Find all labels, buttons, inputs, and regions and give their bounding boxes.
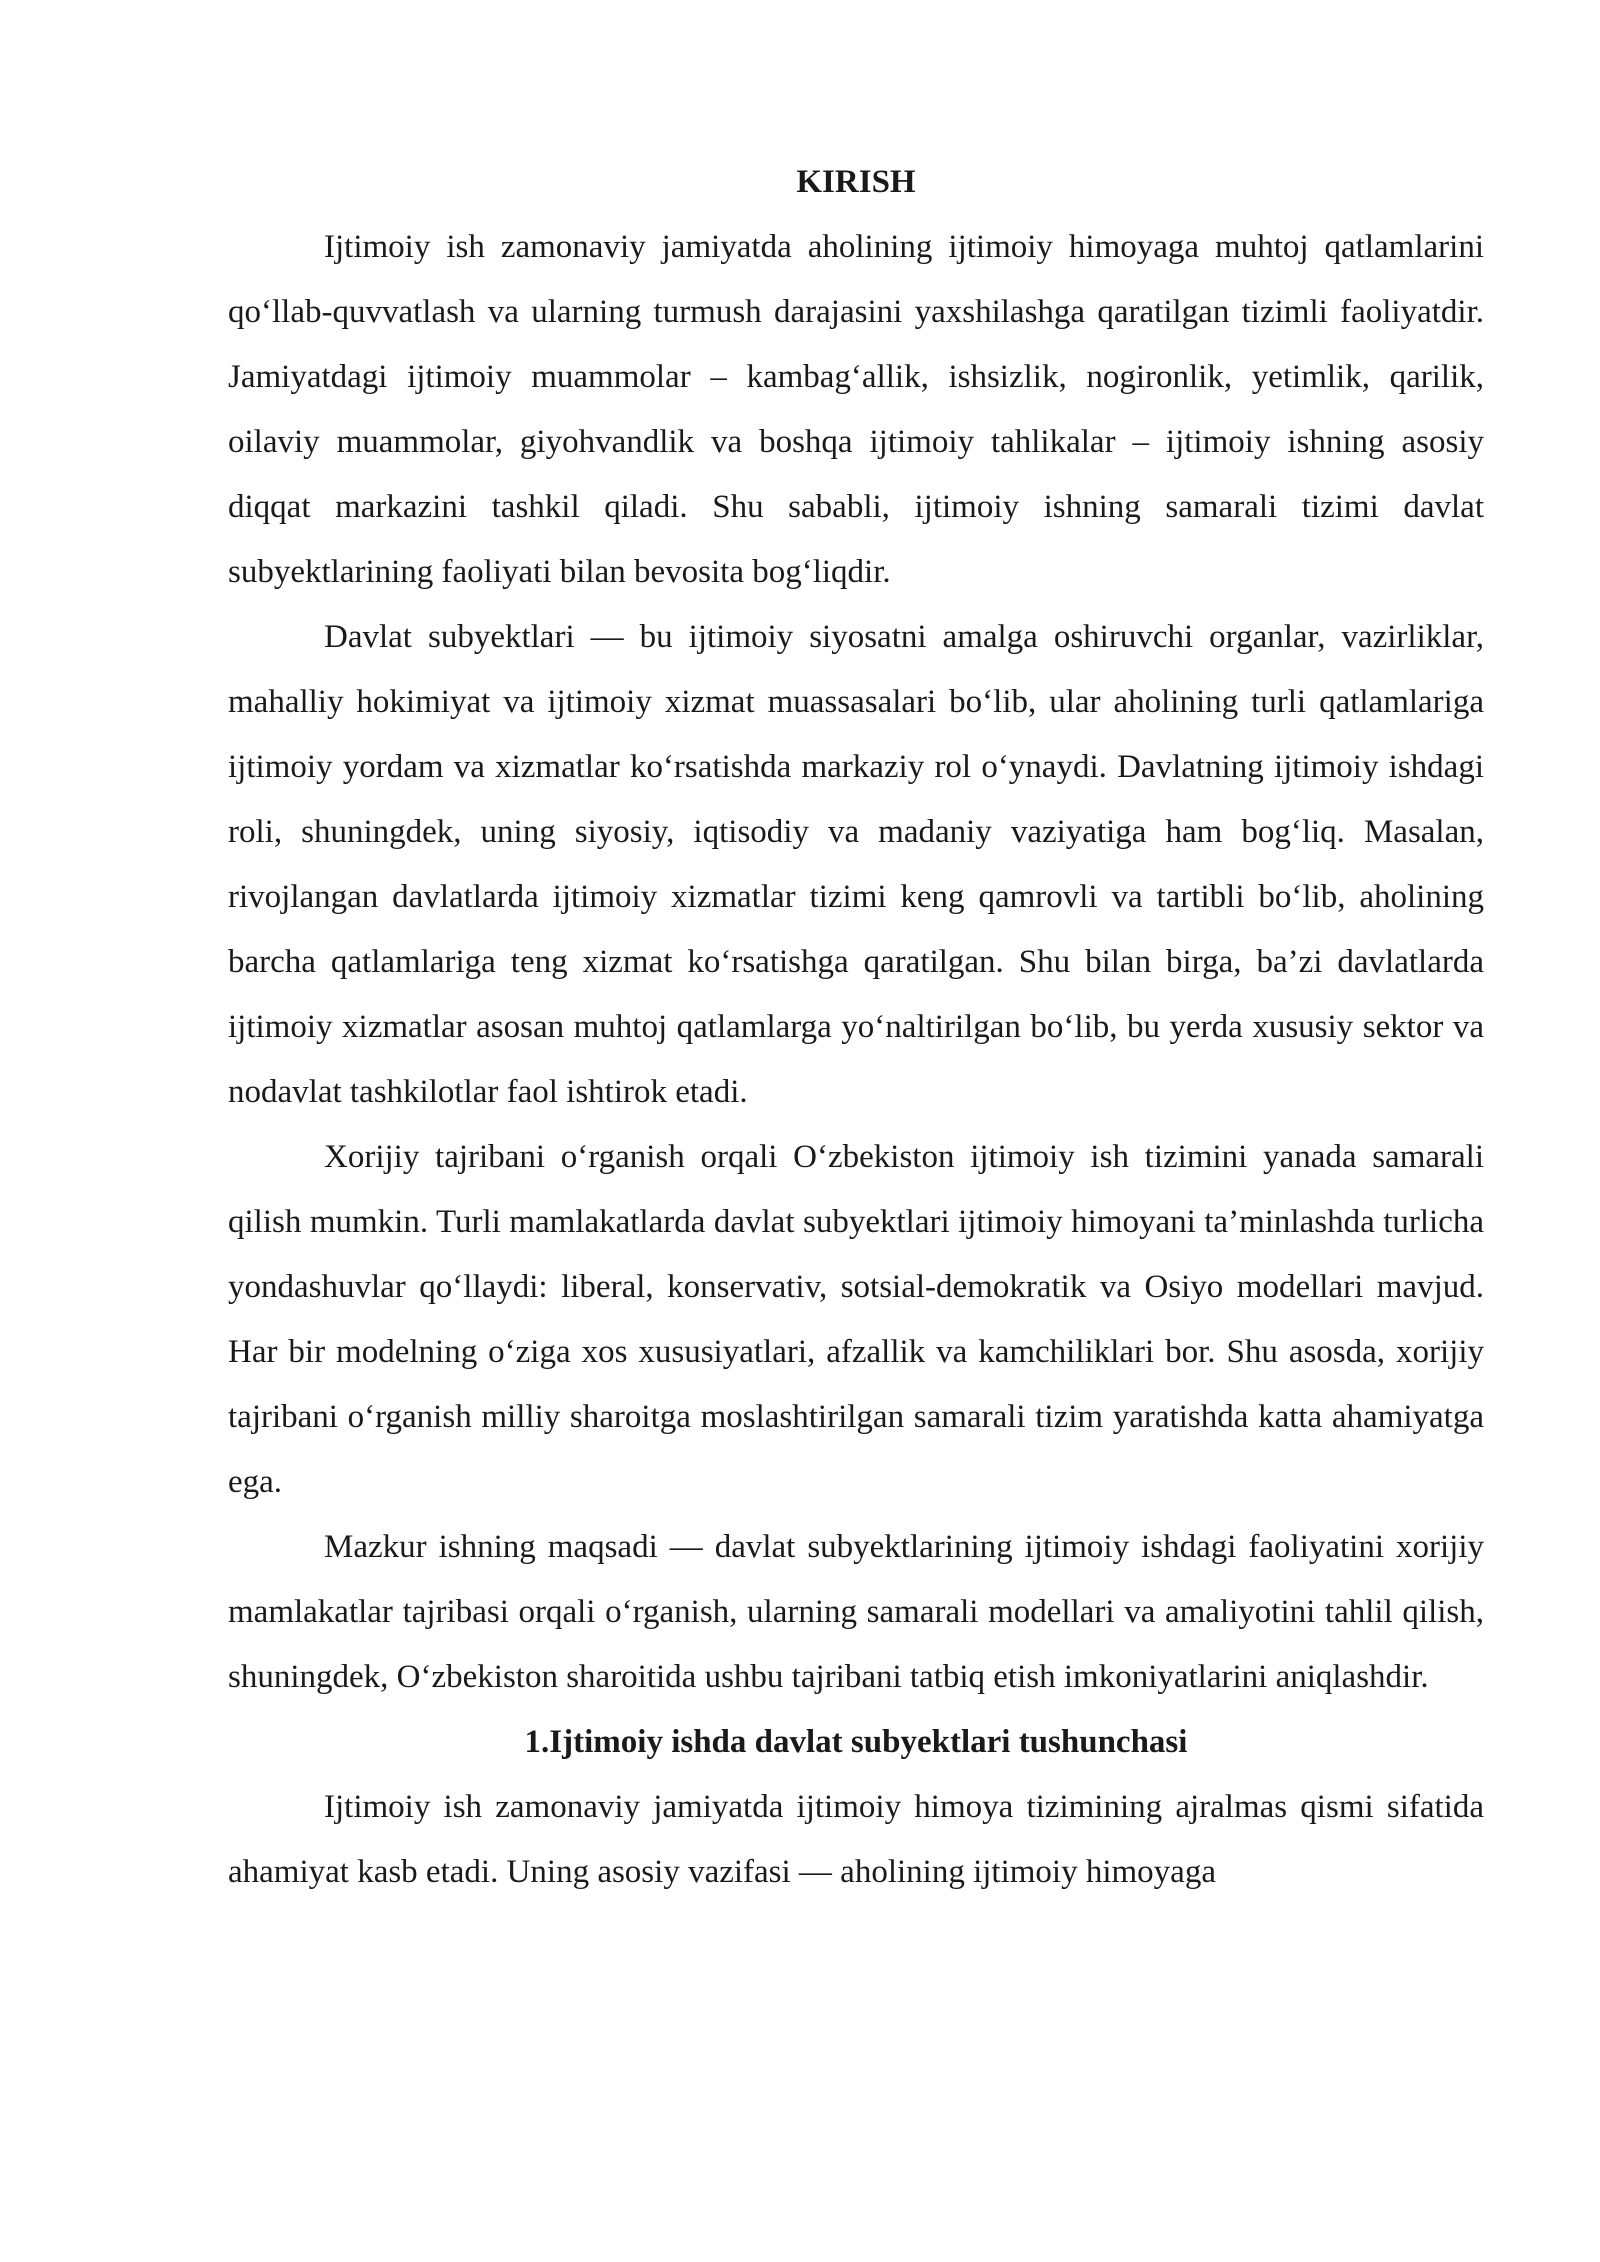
section-heading: 1.Ijtimoiy ishda davlat subyektlari tushunchasi xyxy=(524,1724,1188,1760)
document-body xyxy=(228,150,1484,1905)
document-title: KIRISH xyxy=(796,164,916,200)
intro-paragraph-1: Ijtimoiy ish zamonaviy jamiyatda aholining ijtimoiy himoyaga muhtoj qatlamlarini qo‘llab-quvvatlash va ularning turmush darajasini yaxshilashga qaratilgan tizimli faoliyatdir. Jamiyatdagi ijtimoiy muammolar – kambag‘allik, ishsizlik, nogironlik, yetimlik, qarilik, oilaviy muammolar, giyohvandlik va boshqa ijtimoiy tahlikalar – ijtimoiy ishning asosiy diqqat markazini tashkil qiladi. Shu sababli, ijtimoiy ishning samarali tizimi davlat subyektlarining faoliyati bilan bevosita bog‘liqdir. xyxy=(228,229,1484,590)
section-paragraph-1: Ijtimoiy ish zamonaviy jamiyatda ijtimoiy himoya tizimining ajralmas qismi sifatida ahamiyat kasb etadi. Uning asosiy vazifasi — aholining ijtimoiy himoyaga xyxy=(228,1789,1484,1890)
intro-paragraph-2: Davlat subyektlari — bu ijtimoiy siyosatni amalga oshiruvchi organlar, vazirliklar, mahalliy hokimiyat va ijtimoiy xizmat muassasalari bo‘lib, ular aholining turli qatlamlariga ijtimoiy yordam va xizmatlar ko‘rsatishda markaziy rol o‘ynaydi. Davlatning ijtimoiy ishdagi roli, shuningdek, uning siyosiy, iqtisodiy va madaniy vaziyatiga ham bog‘liq. Masalan, rivojlangan davlatlarda ijtimoiy xizmatlar tizimi keng qamrovli va tartibli bo‘lib, aholining barcha qatlamlariga teng xizmat ko‘rsatishga qaratilgan. Shu bilan birga, ba’zi davlatlarda ijtimoiy xizmatlar asosan muhtoj qatlamlarga yo‘naltirilgan bo‘lib, bu yerda xususiy sektor va nodavlat tashkilotlar faol ishtirok etadi. xyxy=(228,619,1484,1110)
intro-paragraph-4: Mazkur ishning maqsadi — davlat subyektlarining ijtimoiy ishdagi faoliyatini xorijiy mamlakatlar tajribasi orqali o‘rganish, ularning samarali modellari va amaliyotini tahlil qilish, shuningdek, O‘zbekiston sharoitida ushbu tajribani tatbiq etish imkoniyatlarini aniqlashdir. xyxy=(228,1529,1484,1695)
intro-paragraph-3: Xorijiy tajribani o‘rganish orqali O‘zbekiston ijtimoiy ish tizimini yanada samarali qilish mumkin. Turli mamlakatlarda davlat subyektlari ijtimoiy himoyani ta’minlashda turlicha yondashuvlar qo‘llaydi: liberal, konservativ, sotsial-demokratik va Osiyo modellari mavjud. Har bir modelning o‘ziga xos xususiyatlari, afzallik va kamchiliklari bor. Shu asosda, xorijiy tajribani o‘rganish milliy sharoitga moslashtirilgan samarali tizim yaratishda katta ahamiyatga ega. xyxy=(228,1139,1484,1500)
